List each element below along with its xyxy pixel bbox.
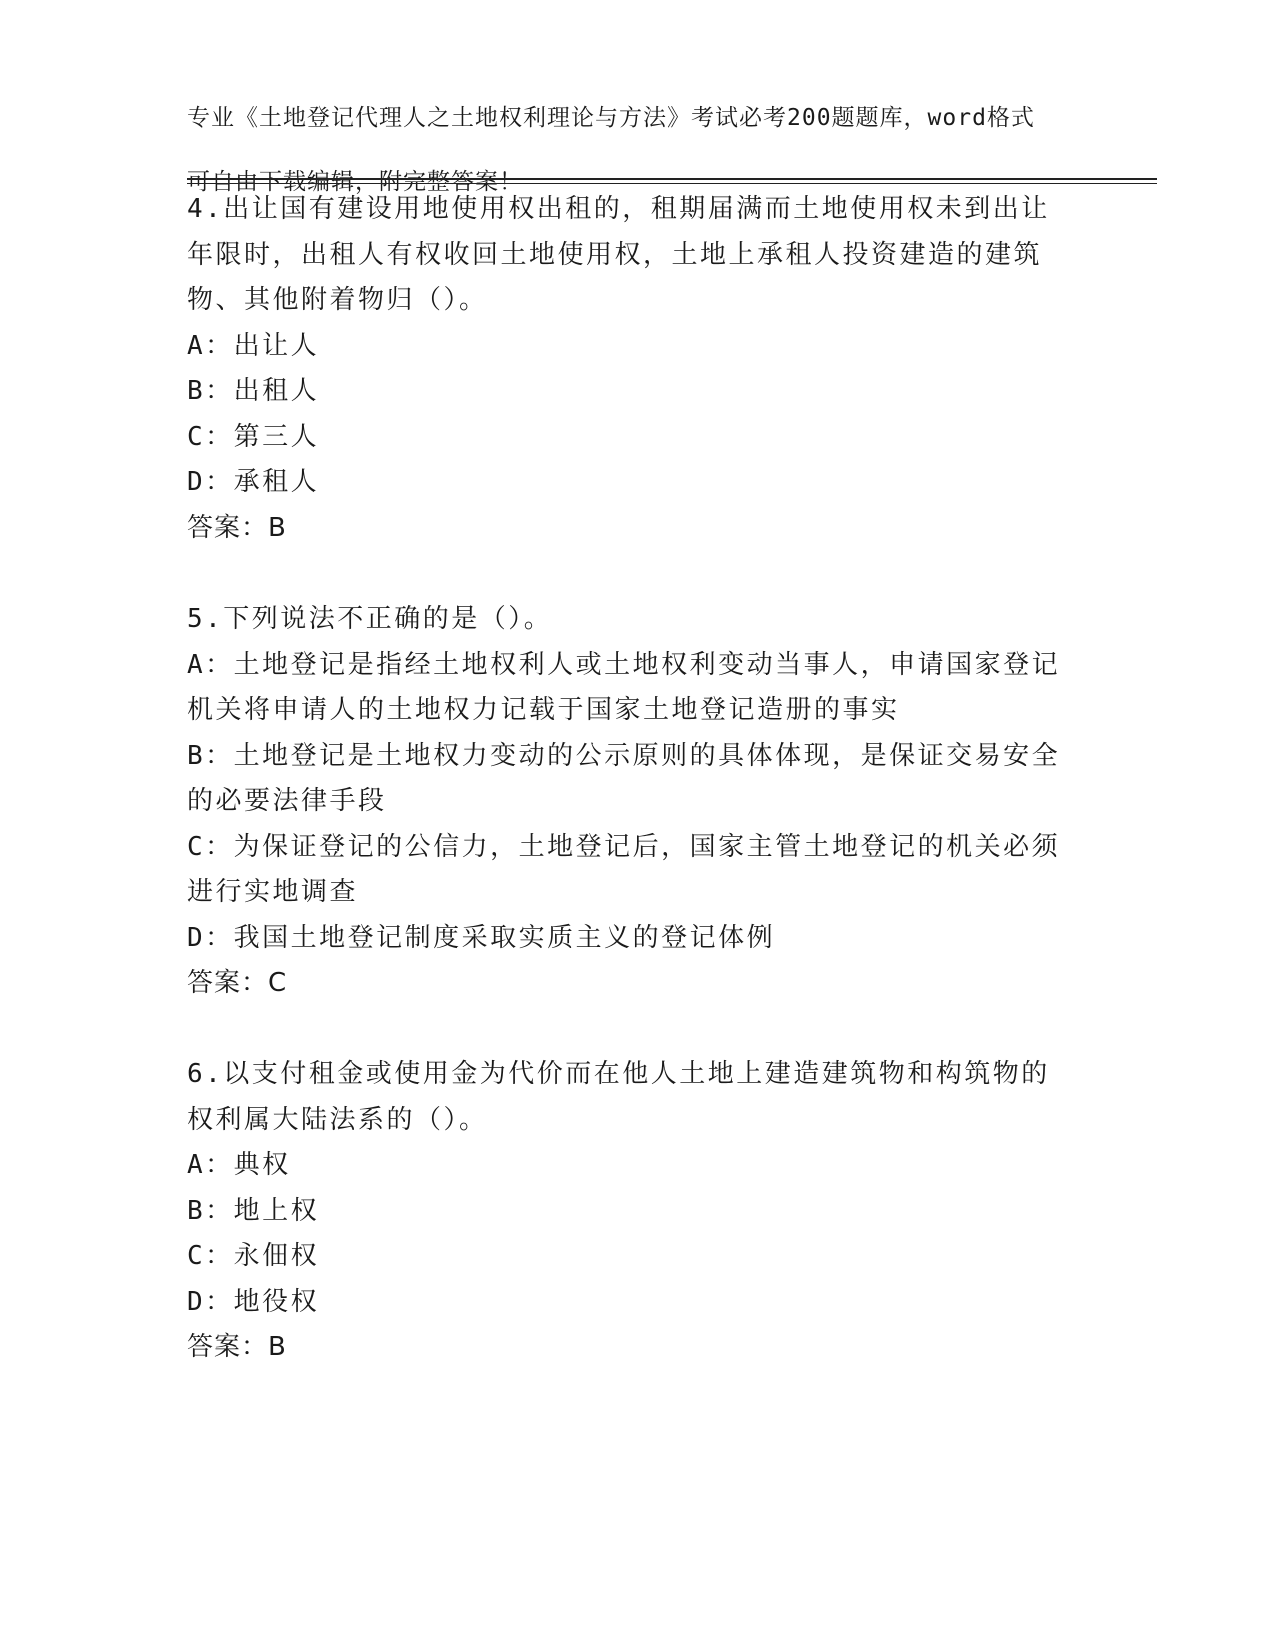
header-divider-thick [187, 178, 1157, 180]
option-b: B：土地登记是土地权力变动的公示原则的具体体现，是保证交易安全的必要法律手段 [187, 740, 1061, 816]
answer-line: 答案：B [187, 1332, 287, 1362]
option-a: A：出让人 [187, 330, 320, 361]
header-line-2: 可自由下载编辑，附完整答案！ [187, 169, 523, 195]
question-stem: 5.下列说法不正确的是（）。 [187, 604, 553, 634]
question-6 [187, 1052, 1077, 1371]
question-5 [187, 597, 1077, 1007]
option-c: C：第三人 [187, 421, 320, 452]
question-stem: 4.出让国有建设用地使用权出租的，租期届满而土地使用权未到出让年限时，出租人有权收回土地使用权，土地上承租人投资建造的建筑物、其他附着物归（）。 [187, 194, 1050, 315]
option-d: D：地役权 [187, 1286, 320, 1317]
answer-line: 答案：C [187, 968, 288, 998]
option-d: D：我国土地登记制度采取实质主义的登记体例 [187, 922, 776, 953]
question-stem: 6.以支付租金或使用金为代价而在他人土地上建造建筑物和构筑物的权利属大陆法系的（）。 [187, 1059, 1050, 1135]
option-d: D：承租人 [187, 467, 320, 497]
option-b: B：地上权 [187, 1195, 320, 1226]
option-b: B：出租人 [187, 376, 320, 406]
option-a: A：典权 [187, 1150, 291, 1180]
header-line-1: 专业《土地登记代理人之土地权利理论与方法》考试必考200题题库，word格式 [187, 105, 1035, 131]
option-c: C：为保证登记的公信力，土地登记后，国家主管土地登记的机关必须进行实地调查 [187, 831, 1061, 907]
header-divider-thin [187, 183, 1157, 184]
question-4 [187, 187, 1077, 551]
option-c: C：永佃权 [187, 1241, 320, 1271]
answer-line: 答案：B [187, 512, 287, 543]
option-a: A：土地登记是指经土地权利人或土地权利变动当事人，申请国家登记机关将申请人的土地权力记载于国家土地登记造册的事实 [187, 649, 1061, 725]
